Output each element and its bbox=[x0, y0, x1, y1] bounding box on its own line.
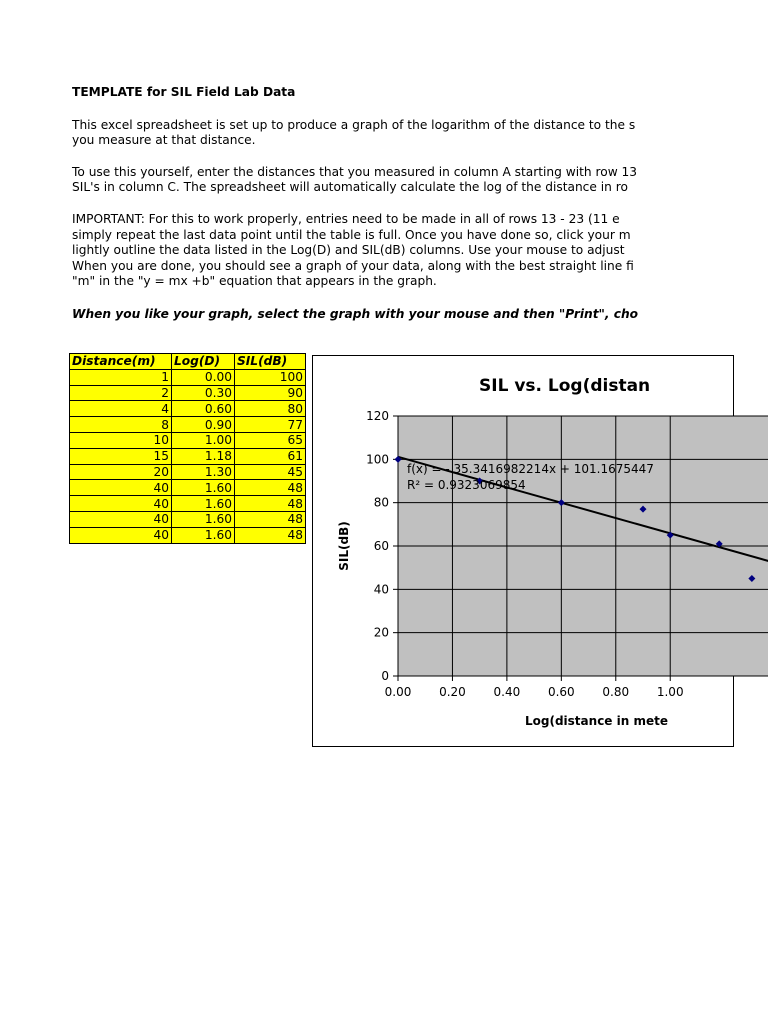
cell-sil[interactable]: 48 bbox=[235, 511, 306, 527]
cell-distance[interactable]: 40 bbox=[70, 496, 172, 512]
table-row bbox=[70, 527, 306, 543]
cell-sil[interactable]: 100 bbox=[235, 369, 306, 385]
y-axis-label: SIL(dB) bbox=[337, 521, 351, 571]
cell-log-d[interactable]: 1.30 bbox=[172, 464, 235, 480]
table-header-row bbox=[70, 354, 306, 370]
cell-distance[interactable]: 8 bbox=[70, 417, 172, 433]
print-instruction: When you like your graph, select the graph with your mouse and then "Print", cho bbox=[72, 307, 639, 321]
table-row bbox=[70, 480, 306, 496]
table-row bbox=[70, 385, 306, 401]
r-squared-label: R² = 0.9323069854 bbox=[407, 478, 526, 492]
table-row bbox=[70, 496, 306, 512]
cell-log-d[interactable]: 1.60 bbox=[172, 511, 235, 527]
table-row bbox=[70, 369, 306, 385]
important-line-4: When you are done, you should see a graph of your data, along with the best straight line fi bbox=[72, 259, 634, 273]
important-line-2: simply repeat the last data point until the table is full. Once you have done so, click your m bbox=[72, 228, 631, 242]
cell-log-d[interactable]: 0.30 bbox=[172, 385, 235, 401]
chart-title: SIL vs. Log(distan bbox=[479, 376, 651, 396]
cell-sil[interactable]: 77 bbox=[235, 417, 306, 433]
cell-log-d[interactable]: 0.00 bbox=[172, 369, 235, 385]
chart-object[interactable] bbox=[312, 355, 734, 747]
table-row bbox=[70, 417, 306, 433]
cell-sil[interactable]: 61 bbox=[235, 448, 306, 464]
cell-sil[interactable]: 90 bbox=[235, 385, 306, 401]
cell-log-d[interactable]: 1.18 bbox=[172, 448, 235, 464]
table-row bbox=[70, 464, 306, 480]
y-tick-label: 60 bbox=[373, 539, 389, 553]
cell-distance[interactable]: 20 bbox=[70, 464, 172, 480]
cell-distance[interactable]: 15 bbox=[70, 448, 172, 464]
y-tick-label: 100 bbox=[366, 452, 389, 467]
cell-log-d[interactable]: 0.90 bbox=[172, 417, 235, 433]
important-line-3: lightly outline the data listed in the Log(D) and SIL(dB) columns. Use your mouse to adjust bbox=[72, 243, 625, 257]
table-row bbox=[70, 401, 306, 417]
cell-log-d[interactable]: 1.60 bbox=[172, 496, 235, 512]
cell-sil[interactable]: 80 bbox=[235, 401, 306, 417]
y-tick-label: 80 bbox=[373, 495, 389, 510]
cell-sil[interactable]: 48 bbox=[235, 496, 306, 512]
x-tick-label: 0.80 bbox=[602, 685, 630, 699]
y-tick-label: 40 bbox=[373, 582, 389, 597]
table-row bbox=[70, 432, 306, 448]
cell-sil[interactable]: 65 bbox=[235, 432, 306, 448]
table-body bbox=[70, 369, 306, 543]
cell-distance[interactable]: 40 bbox=[70, 527, 172, 543]
cell-log-d[interactable]: 1.60 bbox=[172, 480, 235, 496]
x-tick-label: 0.40 bbox=[493, 685, 521, 699]
usage-line-1: To use this yourself, enter the distances that you measured in column A starting with row 13 bbox=[72, 165, 638, 179]
x-tick-label: 1.00 bbox=[656, 685, 684, 699]
header-sil[interactable]: SIL(dB) bbox=[235, 354, 306, 370]
table-row bbox=[70, 511, 306, 527]
cell-distance[interactable]: 40 bbox=[70, 480, 172, 496]
header-log-d[interactable]: Log(D) bbox=[172, 354, 235, 370]
intro-line-1: This excel spreadsheet is set up to produce a graph of the logarithm of the distance to the s bbox=[72, 118, 636, 132]
cell-log-d[interactable]: 0.60 bbox=[172, 401, 235, 417]
cell-distance[interactable]: 10 bbox=[70, 432, 172, 448]
header-distance[interactable]: Distance(m) bbox=[70, 354, 172, 370]
x-tick-label: 0.00 bbox=[384, 685, 412, 699]
table-row bbox=[70, 448, 306, 464]
cell-distance[interactable]: 40 bbox=[70, 511, 172, 527]
important-line-1: IMPORTANT: For this to work properly, entries need to be made in all of rows 13 - 23 (11 e bbox=[72, 212, 620, 226]
trendline-equation: f(x) = - 35.3416982214x + 101.1675447 bbox=[407, 462, 654, 476]
intro-line-2: you measure at that distance. bbox=[72, 133, 256, 147]
cell-distance[interactable]: 4 bbox=[70, 401, 172, 417]
cell-sil[interactable]: 48 bbox=[235, 527, 306, 543]
cell-log-d[interactable]: 1.60 bbox=[172, 527, 235, 543]
y-tick-label: 20 bbox=[373, 625, 389, 640]
x-tick-label: 0.60 bbox=[547, 685, 575, 699]
usage-line-2: SIL's in column C. The spreadsheet will automatically calculate the log of the distance in ro bbox=[72, 180, 628, 194]
cell-log-d[interactable]: 1.00 bbox=[172, 432, 235, 448]
cell-distance[interactable]: 1 bbox=[70, 369, 172, 385]
data-table bbox=[69, 353, 306, 544]
cell-sil[interactable]: 45 bbox=[235, 464, 306, 480]
x-tick-label: 0.20 bbox=[439, 685, 466, 699]
x-axis-label: Log(distance in mete bbox=[525, 714, 668, 728]
y-tick-label: 120 bbox=[366, 409, 389, 423]
y-tick-label: 0 bbox=[381, 669, 389, 683]
page-title: TEMPLATE for SIL Field Lab Data bbox=[72, 85, 296, 99]
cell-sil[interactable]: 48 bbox=[235, 480, 306, 496]
cell-distance[interactable]: 2 bbox=[70, 385, 172, 401]
sil-chart bbox=[313, 356, 733, 746]
important-line-5: "m" in the "y = mx +b" equation that appears in the graph. bbox=[72, 274, 437, 288]
